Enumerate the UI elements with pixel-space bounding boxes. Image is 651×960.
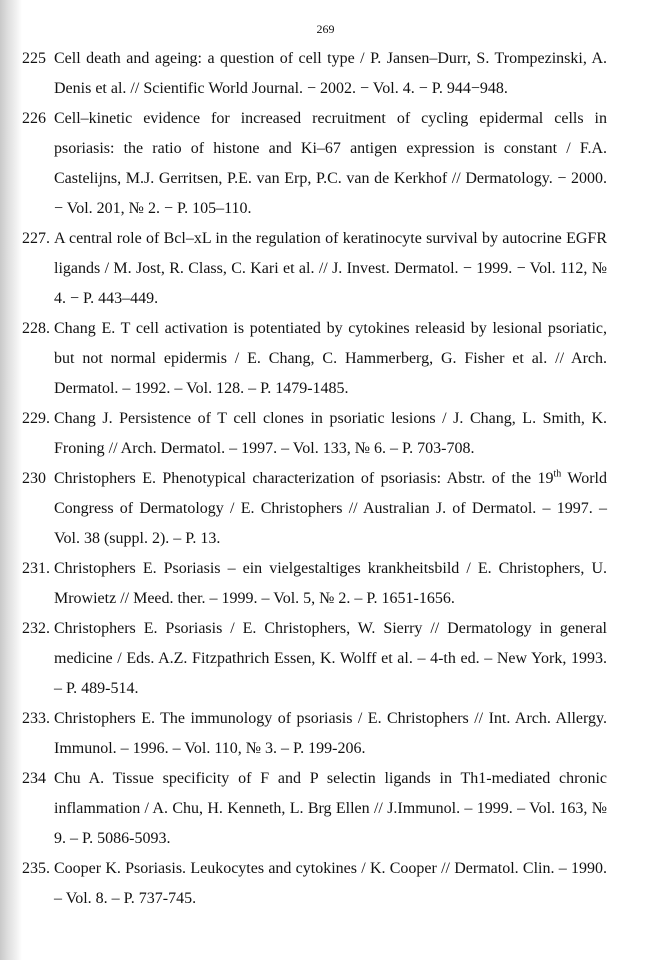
reference-number: 232. [22,620,50,637]
reference-item-235 [0,854,651,914]
reference-text: Chu A. Tissue specificity of F and P selectin ligands in Th1-mediated chronic inflammation / A. Chu, H. Kenneth, L. Brg Ellen // J.Immunol. – 1999. – Vol. 163, № 9. – P. 5086-5093. [54,770,607,847]
reference-item-232 [0,614,651,704]
reference-item-234 [0,764,651,854]
reference-text: Chang J. Persistence of T cell clones in psoriatic lesions / J. Chang, L. Smith, K. Froning // Arch. Dermatol. – 1997. – Vol. 133, № 6. – P. 703-708. [54,410,607,457]
reference-list [0,44,651,914]
reference-number: 228. [22,320,50,337]
reference-item-226 [0,104,651,224]
reference-number: 230 [22,470,46,487]
reference-text: A central role of Bcl–xL in the regulation of keratinocyte survival by autocrine EGFR ligands / M. Jost, R. Class, C. Kari et al. // J. Invest. Dermatol. − 1999. − Vol. 112, № 4. − P. 443–449. [54,230,607,307]
reference-text [54,464,607,554]
reference-item-227 [0,224,651,314]
reference-text: Christophers E. The immunology of psoriasis / E. Christophers // Int. Arch. Allergy. Immunol. – 1996. – Vol. 110, № 3. – P. 199-206. [54,710,607,757]
reference-text: Christophers E. Psoriasis / E. Christophers, W. Sierry // Dermatology in general medicine / Eds. A.Z. Fitzpathrich Essen, K. Wolff et al. – 4-th ed. – New York, 1993. – P. 489-514. [54,620,607,697]
reference-text: Chang E. T cell activation is potentiated by cytokines releasid by lesional psoriatic, but not normal epidermis / E. Chang, C. Hammerberg, G. Fisher et al. // Arch. Dermatol. – 1992. – Vol. 128. – P. 1479-1485. [54,320,607,397]
reference-item-225 [0,44,651,104]
reference-text: Cooper K. Psoriasis. Leukocytes and cytokines / K. Cooper // Dermatol. Clin. – 1990. – Vol. 8. – P. 737-745. [54,860,607,907]
reference-number: 225 [22,50,46,67]
reference-item-233 [0,704,651,764]
reference-text: Christophers E. Psoriasis – ein vielgestaltiges krankheitsbild / E. Christophers, U. Mrowietz // Meed. ther. – 1999. – Vol. 5, № 2. – P. 1651-1656. [54,560,607,607]
reference-item-231 [0,554,651,614]
reference-number: 226 [22,110,46,127]
ordinal-superscript: th [553,468,562,480]
reference-number: 234 [22,770,46,787]
reference-item-229 [0,404,651,464]
reference-number: 227. [22,230,50,247]
reference-item-228 [0,314,651,404]
reference-number: 231. [22,560,50,577]
reference-text: Cell death and ageing: a question of cell type / P. Jansen–Durr, S. Trompezinski, A. Denis et al. // Scientific World Journal. − 2002. − Vol. 4. − P. 944−948. [54,50,607,97]
reference-item-230 [0,464,651,554]
page-number: 269 [316,22,335,36]
reference-text-part: Christophers E. Phenotypical characterization of psoriasis: Abstr. of the 19 [54,470,554,487]
reference-number: 229. [22,410,50,427]
reference-number: 233. [22,710,50,727]
reference-text-part: World Congress of Dermatology / E. Christophers // Australian J. of Dermatol. – 1997. – Vol. 38 (suppl. 2). – P. 13. [54,470,607,547]
reference-text: Cell–kinetic evidence for increased recruitment of cycling epidermal cells in psoriasis: the ratio of histone and Ki–67 antigen expression is constant / F.A. Castelijns, M.J. Gerritsen, P.E. van Erp, P.C. van de Kerkhof // Dermatology. − 2000. − Vol. 201, № 2. − P. 105–110. [54,110,607,217]
reference-number: 235. [22,860,50,877]
